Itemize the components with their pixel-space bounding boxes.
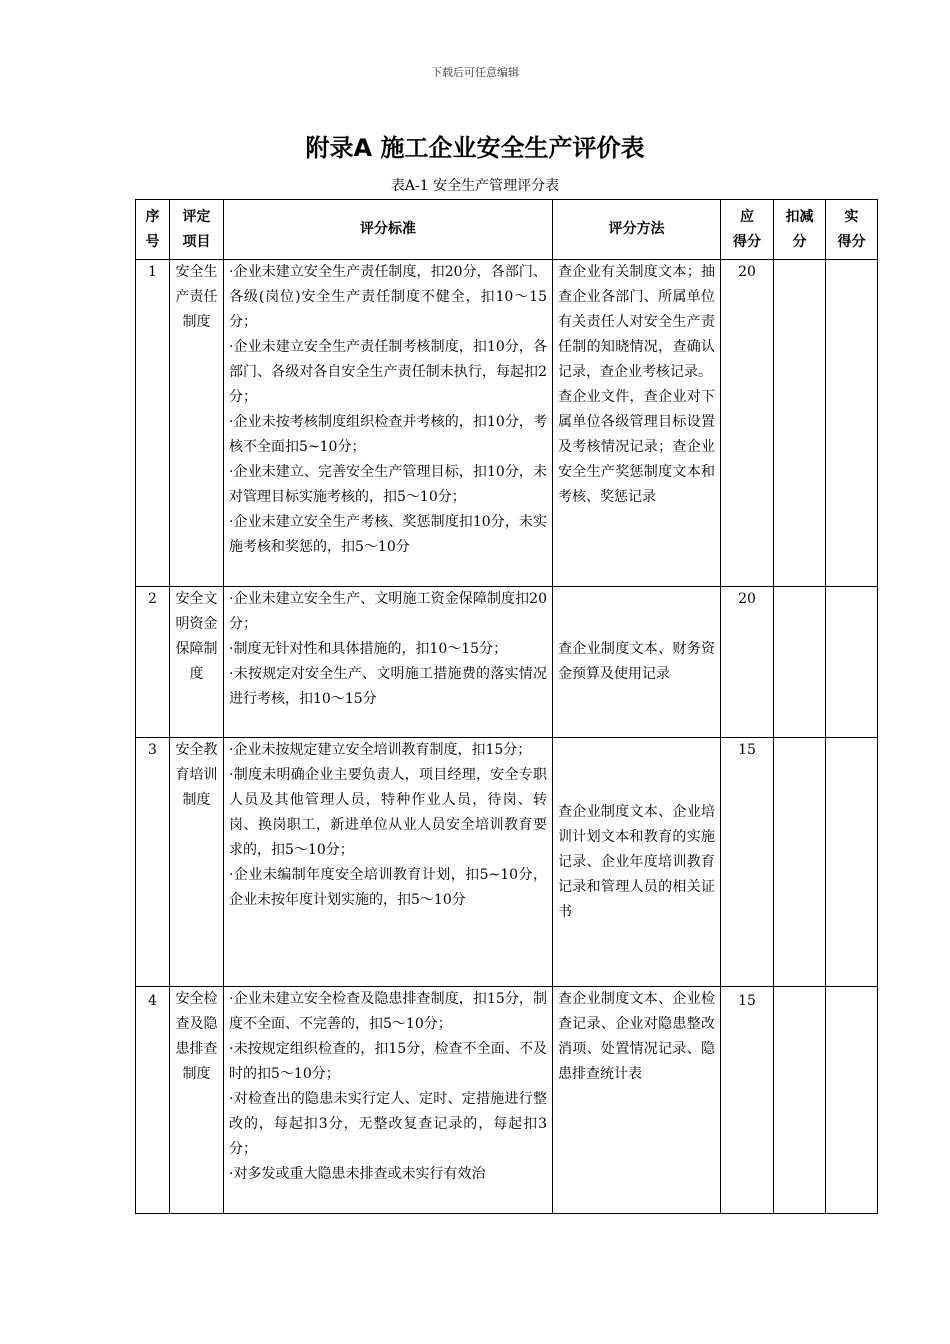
header-due-score: 应 得分 <box>721 200 774 260</box>
header-standard: 评分标准 <box>224 200 553 260</box>
table-row <box>136 587 878 738</box>
table-row <box>136 987 878 1214</box>
table-row <box>136 260 878 587</box>
row-actual-score <box>826 587 878 738</box>
row-item: 安全检查及隐患排查制度 <box>170 987 224 1214</box>
row-standard: ·企业未建立安全检查及隐患排查制度，扣15分，制度不全面、不完善的，扣5～10分； ·未按规定组织检查的，扣15分，检查不全面、不及时的扣5～10分； ·对检查出的隐患未实行定人、定时、定措施进行整改的，每起扣3分，无整改复查记录的，每起扣3分； ·对多发或重大隐患未排查或未实行有效治 <box>224 987 553 1214</box>
row-seq: 2 <box>136 587 170 738</box>
row-method: 查企业制度文本、企业检查记录、企业对隐患整改消项、处置情况记录、隐患排查统计表 <box>553 987 721 1214</box>
row-actual-score <box>826 260 878 587</box>
row-seq: 4 <box>136 987 170 1214</box>
document-title: 附录A 施工企业安全生产评价表 <box>305 134 645 162</box>
header-deduct-score: 扣减 分 <box>774 200 826 260</box>
safety-score-table <box>135 199 878 1214</box>
row-deduct-score <box>774 987 826 1214</box>
table-caption: 表A-1 安全生产管理评分表 <box>390 178 560 194</box>
row-method: 查企业有关制度文本；抽查企业各部门、所属单位有关责任人对安全生产责任制的知晓情况，查确认记录，查企业考核记录。 查企业文件，查企业对下属单位各级管理目标设置及考核情况记录；查企业安全生产奖惩制度文本和考核、奖惩记录 <box>553 260 721 587</box>
row-actual-score <box>826 738 878 987</box>
table-header-row <box>136 200 878 260</box>
row-item: 安全文明资金保障制度 <box>170 587 224 738</box>
row-deduct-score <box>774 260 826 587</box>
header-item: 评定 项目 <box>170 200 224 260</box>
row-due-score: 15 <box>721 738 774 987</box>
table-row <box>136 738 878 987</box>
header-actual-score: 实 得分 <box>826 200 878 260</box>
header-method: 评分方法 <box>553 200 721 260</box>
row-standard: ·企业未建立安全生产责任制度，扣20分，各部门、各级(岗位)安全生产责任制度不健全，扣10～15分； ·企业未建立安全生产责任制考核制度，扣10分，各部门、各级对各自安全生产责任制未执行，每起扣2分； ·企业未按考核制度组织检查并考核的，扣10分，考核不全面扣5~10分； ·企业未建立、完善安全生产管理目标，扣10分，未对管理目标实施考核的，扣5～10分； ·企业未建立安全生产考核、奖惩制度扣10分，未实施考核和奖惩的，扣5～10分 <box>224 260 553 587</box>
row-deduct-score <box>774 587 826 738</box>
row-deduct-score <box>774 738 826 987</box>
row-item: 安全教育培训制度 <box>170 738 224 987</box>
header-seq: 序 号 <box>136 200 170 260</box>
row-due-score: 20 <box>721 260 774 587</box>
row-standard: ·企业未建立安全生产、文明施工资金保障制度扣20分； ·制度无针对性和具体措施的，扣10～15分； ·未按规定对安全生产、文明施工措施费的落实情况进行考核，扣10～15分 <box>224 587 553 738</box>
row-method: 查企业制度文本、企业培训计划文本和教育的实施记录、企业年度培训教育记录和管理人员的相关证书 <box>553 738 721 987</box>
row-standard: ·企业未按规定建立安全培训教育制度，扣15分； ·制度未明确企业主要负责人，项目经理，安全专职人员及其他管理人员，特种作业人员，待岗、转岗、换岗职工，新进单位从业人员安全培训教育要求的，扣5～10分； ·企业未编制年度安全培训教育计划，扣5~10分，企业未按年度计划实施的，扣5～10分 <box>224 738 553 987</box>
row-due-score: 20 <box>721 587 774 738</box>
row-actual-score <box>826 987 878 1214</box>
row-seq: 3 <box>136 738 170 987</box>
row-due-score: 15 <box>721 987 774 1214</box>
row-seq: 1 <box>136 260 170 587</box>
row-item: 安全生产责任制度 <box>170 260 224 587</box>
header-note: 下载后可任意编辑 <box>431 66 519 79</box>
row-method: 查企业制度文本、财务资金预算及使用记录 <box>553 587 721 738</box>
